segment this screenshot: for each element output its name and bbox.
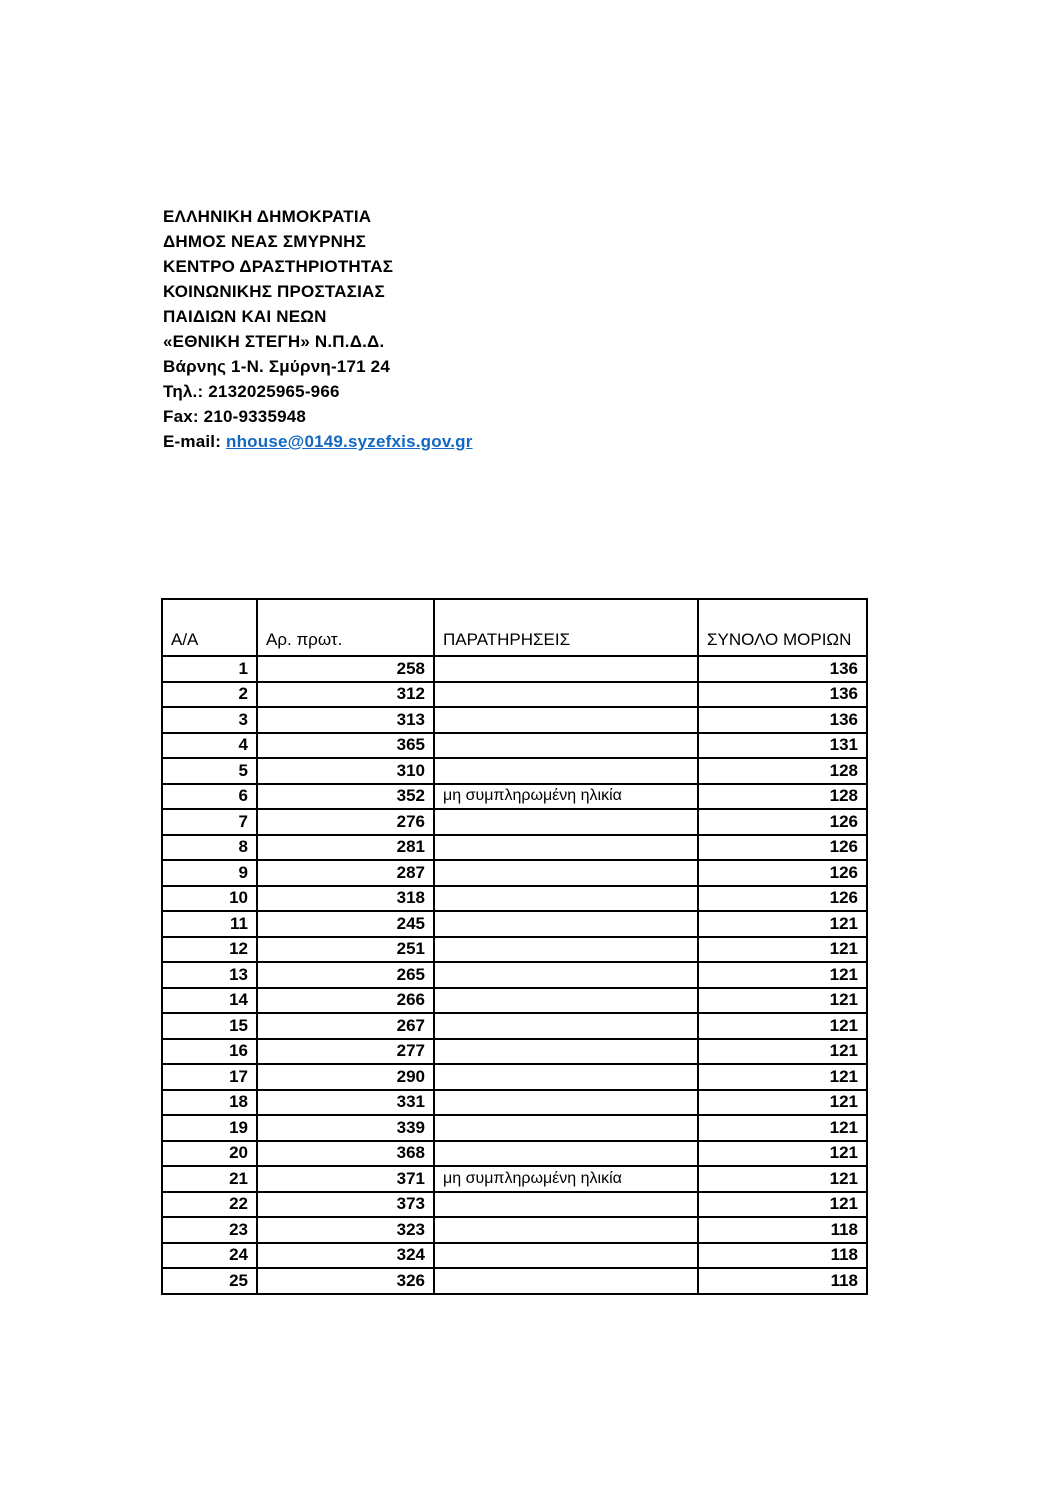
points-cell: 121 [698,1064,867,1090]
table-row [162,1115,867,1141]
table-row [162,1166,867,1192]
table-row [162,988,867,1014]
points-cell: 121 [698,988,867,1014]
protocol-cell: 365 [257,733,434,759]
table-row [162,784,867,810]
letterhead-line-org-name: «ΕΘΝΙΚΗ ΣΤΕΓΗ» Ν.Π.Δ.Δ. [163,332,385,351]
points-cell: 121 [698,1192,867,1218]
points-cell: 126 [698,860,867,886]
table-row [162,656,867,682]
table-row [162,1192,867,1218]
table-row [162,707,867,733]
protocol-cell: 339 [257,1115,434,1141]
letterhead-line-center-1: ΚΕΝΤΡΟ ΔΡΑΣΤΗΡΙΟΤΗΤΑΣ [163,257,394,276]
column-header-points: ΣΥΝΟΛΟ ΜΟΡΙΩΝ [698,599,867,656]
table-row [162,911,867,937]
table-header-row [162,599,867,656]
points-cell: 126 [698,835,867,861]
serial-cell: 12 [162,937,257,963]
remarks-cell [434,937,698,963]
remarks-cell [434,707,698,733]
serial-cell: 9 [162,860,257,886]
protocol-cell: 318 [257,886,434,912]
remarks-cell [434,809,698,835]
points-cell: 118 [698,1268,867,1294]
protocol-cell: 326 [257,1268,434,1294]
table-row [162,809,867,835]
serial-cell: 13 [162,962,257,988]
table-row [162,1090,867,1116]
serial-cell: 7 [162,809,257,835]
serial-cell: 21 [162,1166,257,1192]
serial-cell: 11 [162,911,257,937]
serial-cell: 20 [162,1141,257,1167]
serial-cell: 25 [162,1268,257,1294]
remarks-cell [434,733,698,759]
points-cell: 128 [698,758,867,784]
remarks-cell [434,1192,698,1218]
column-header-serial: Α/Α [162,599,257,656]
serial-cell: 24 [162,1243,257,1269]
table-row [162,1243,867,1269]
remarks-cell [434,860,698,886]
protocol-cell: 331 [257,1090,434,1116]
serial-cell: 16 [162,1039,257,1065]
remarks-cell [434,1064,698,1090]
protocol-cell: 277 [257,1039,434,1065]
remarks-cell [434,911,698,937]
letterhead-line-fax: Fax: 210-9335948 [163,407,307,426]
remarks-cell [434,1141,698,1167]
remarks-cell [434,1243,698,1269]
letterhead [163,204,473,454]
table-row [162,886,867,912]
remarks-cell [434,758,698,784]
points-cell: 118 [698,1243,867,1269]
serial-cell: 17 [162,1064,257,1090]
remarks-cell: μη συμπληρωμένη ηλικία [434,784,698,810]
protocol-cell: 281 [257,835,434,861]
points-cell: 121 [698,1013,867,1039]
protocol-cell: 265 [257,962,434,988]
table-row [162,733,867,759]
table-row [162,1141,867,1167]
table-row [162,682,867,708]
protocol-cell: 323 [257,1217,434,1243]
remarks-cell [434,1217,698,1243]
points-cell: 126 [698,809,867,835]
table-row [162,860,867,886]
remarks-cell [434,962,698,988]
letterhead-line-center-3: ΠΑΙΔΙΩΝ ΚΑΙ ΝΕΩΝ [163,307,327,326]
points-cell: 121 [698,1039,867,1065]
serial-cell: 19 [162,1115,257,1141]
protocol-cell: 258 [257,656,434,682]
serial-cell: 14 [162,988,257,1014]
table-row [162,835,867,861]
protocol-cell: 371 [257,1166,434,1192]
table-row [162,962,867,988]
points-cell: 121 [698,911,867,937]
table-row [162,1013,867,1039]
points-cell: 136 [698,682,867,708]
letterhead-line-municipality: ΔΗΜΟΣ ΝΕΑΣ ΣΜΥΡΝΗΣ [163,232,367,251]
protocol-cell: 267 [257,1013,434,1039]
remarks-cell [434,988,698,1014]
remarks-cell [434,1268,698,1294]
points-cell: 136 [698,656,867,682]
column-header-remarks: ΠΑΡΑΤΗΡΗΣΕΙΣ [434,599,698,656]
remarks-cell [434,1039,698,1065]
serial-cell: 10 [162,886,257,912]
points-cell: 126 [698,886,867,912]
serial-cell: 18 [162,1090,257,1116]
results-table [161,598,868,1295]
serial-cell: 15 [162,1013,257,1039]
points-cell: 128 [698,784,867,810]
remarks-cell [434,1090,698,1116]
protocol-cell: 324 [257,1243,434,1269]
serial-cell: 2 [162,682,257,708]
serial-cell: 3 [162,707,257,733]
serial-cell: 23 [162,1217,257,1243]
serial-cell: 6 [162,784,257,810]
protocol-cell: 251 [257,937,434,963]
points-cell: 136 [698,707,867,733]
points-cell: 121 [698,1090,867,1116]
protocol-cell: 310 [257,758,434,784]
remarks-cell [434,886,698,912]
protocol-cell: 245 [257,911,434,937]
points-cell: 121 [698,1115,867,1141]
table-row [162,1064,867,1090]
serial-cell: 1 [162,656,257,682]
protocol-cell: 276 [257,809,434,835]
protocol-cell: 352 [257,784,434,810]
serial-cell: 8 [162,835,257,861]
table-row [162,1217,867,1243]
table-row [162,1268,867,1294]
remarks-cell [434,1013,698,1039]
points-cell: 121 [698,937,867,963]
remarks-cell [434,835,698,861]
protocol-cell: 373 [257,1192,434,1218]
table-row [162,758,867,784]
protocol-cell: 287 [257,860,434,886]
serial-cell: 4 [162,733,257,759]
protocol-cell: 313 [257,707,434,733]
protocol-cell: 290 [257,1064,434,1090]
points-cell: 121 [698,962,867,988]
serial-cell: 5 [162,758,257,784]
points-cell: 121 [698,1166,867,1192]
protocol-cell: 312 [257,682,434,708]
points-cell: 118 [698,1217,867,1243]
points-cell: 131 [698,733,867,759]
protocol-cell: 368 [257,1141,434,1167]
email-link[interactable]: nhouse@0149.syzefxis.gov.gr [226,432,473,451]
remarks-cell [434,656,698,682]
letterhead-line-phone: Τηλ.: 2132025965-966 [163,382,340,401]
remarks-cell: μη συμπληρωμένη ηλικία [434,1166,698,1192]
column-header-protocol: Αρ. πρωτ. [257,599,434,656]
letterhead-line-address: Βάρνης 1-Ν. Σμύρνη-171 24 [163,357,390,376]
serial-cell: 22 [162,1192,257,1218]
email-label: E-mail: [163,432,222,451]
letterhead-line-center-2: ΚΟΙΝΩΝΙΚΗΣ ΠΡΟΣΤΑΣΙΑΣ [163,282,385,301]
points-cell: 121 [698,1141,867,1167]
table-row [162,937,867,963]
remarks-cell [434,682,698,708]
remarks-cell [434,1115,698,1141]
letterhead-line-republic: ΕΛΛΗΝΙΚΗ ΔΗΜΟΚΡΑΤΙΑ [163,207,372,226]
table-row [162,1039,867,1065]
protocol-cell: 266 [257,988,434,1014]
letterhead-line-email [163,429,473,454]
